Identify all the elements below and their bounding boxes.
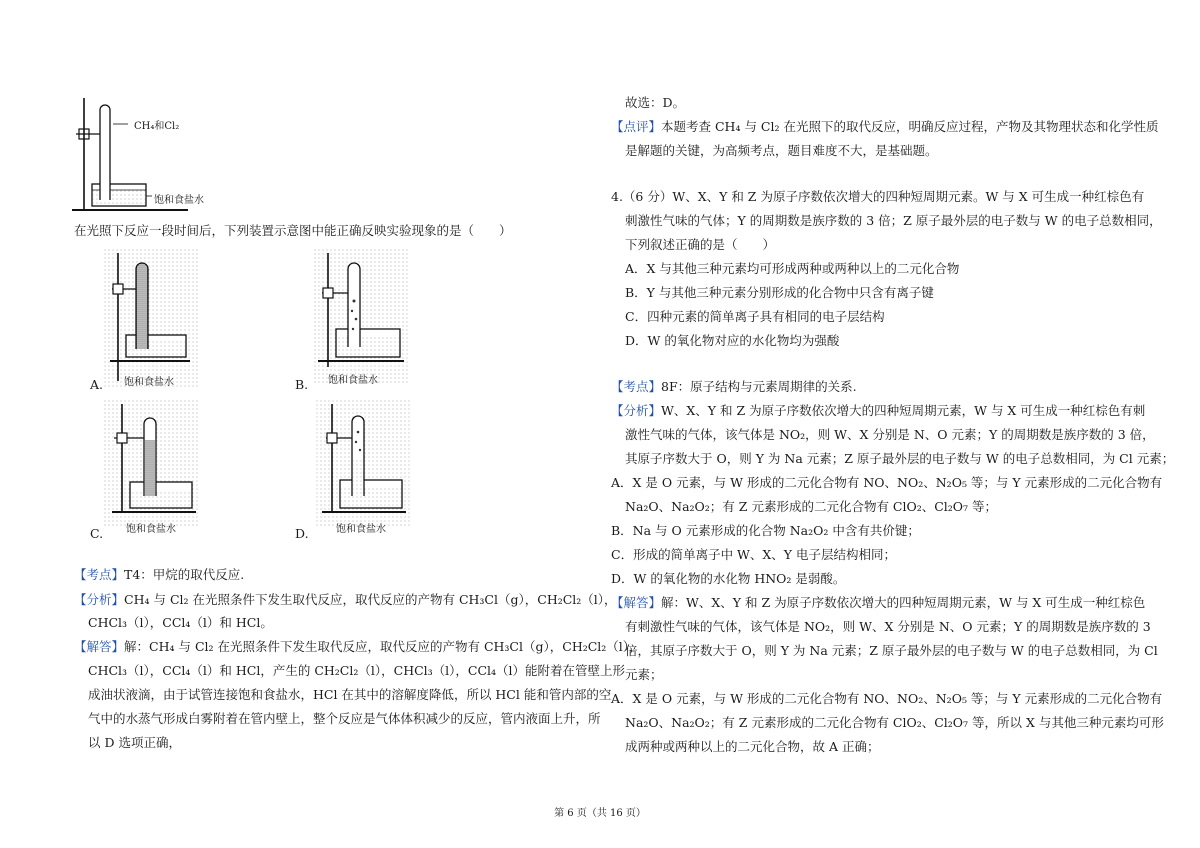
kaodian-text: T4：甲烷的取代反应. xyxy=(124,567,245,582)
apparatus-figure-top xyxy=(68,94,228,216)
final-line-2: Na₂O、Na₂O₂；有 Z 元素形成的二元化合物有 ClO₂、Cl₂O₇ 等，所以 X 与其他三种元素均可形 xyxy=(625,715,1164,730)
q4-option-a: A．X 与其他三种元素均可形成两种或两种以上的二元化合物 xyxy=(625,261,960,276)
kaodian-tag: 【考点】 xyxy=(74,567,125,582)
kaodian-right-tag: 【考点】 xyxy=(611,379,662,394)
jieda-tag: 【解答】 xyxy=(74,639,125,654)
label-saline: 饱和食盐水 xyxy=(154,195,204,206)
final-line-3: 成两种或两种以上的二元化合物，故 A 正确； xyxy=(625,739,880,754)
option-a-caption: 饱和食盐水 xyxy=(124,377,174,388)
analysis-b: B．Na 与 O 元素形成的化合物 Na₂O₂ 中含有共价键； xyxy=(611,523,920,538)
q4-line-2: 刺激性气味的气体；Y 的周期数是族序数的 3 倍；Z 原子最外层的电子数与 W 的电子总数相同， xyxy=(625,213,1162,228)
jieda-right-text: 解：W、X、Y 和 Z 为原子序数依次增大的四种短周期元素，W 与 X 可生成一种红棕色 xyxy=(661,595,1146,610)
dianping-tag: 【点评】 xyxy=(611,119,662,134)
q4-option-d: D．W 的氧化物对应的水化物均为强酸 xyxy=(625,333,840,348)
page-footer: 第 6 页（共 16 页） xyxy=(554,808,646,819)
fenxi-left-line-1 xyxy=(74,592,617,608)
question-stem: 在光照下反应一段时间后，下列装置示意图中能正确反映实验现象的是（ ） xyxy=(74,223,512,238)
kaodian-left xyxy=(74,567,244,583)
fenxi-right-tag: 【分析】 xyxy=(611,403,662,418)
analysis-d: D．W 的氧化物的水化物 HNO₂ 是弱酸。 xyxy=(611,571,846,586)
jieda-left-line-3: 成油状液滴，由于试管连接饱和食盐水，HCl 在其中的溶解度降低，所以 HCl 能和管内部的空 xyxy=(88,687,612,702)
option-a-letter: A. xyxy=(90,377,104,392)
guxuan: 故选：D。 xyxy=(625,95,686,110)
fenxi-text: CH₄ 与 Cl₂ 在光照条件下发生取代反应，取代反应的产物有 CH₃Cl（g），CH₂Cl₂（l）， xyxy=(124,592,617,607)
kaodian-right xyxy=(611,379,857,395)
q4-line-1: 4.（6 分）W、X、Y 和 Z 为原子序数依次增大的四种短周期元素。W 与 X 可生成一种红棕色有 xyxy=(611,189,1145,204)
fenxi-tag: 【分析】 xyxy=(74,592,125,607)
fenxi-left-line-2: CHCl₃（l），CCl₄（l）和 HCl。 xyxy=(88,615,273,630)
jieda-left-line-5: 以 D 选项正确， xyxy=(88,735,181,750)
option-a-figure xyxy=(104,249,200,389)
jieda-text: 解：CH₄ 与 Cl₂ 在光照条件下发生取代反应，取代反应的产物有 CH₃Cl（g），CH₂Cl₂（l）， xyxy=(124,639,642,654)
option-c-letter: C. xyxy=(90,526,104,541)
jieda-right-line-2: 有刺激性气味的气体，该气体是 NO₂，则 W、X 分别是 N、O 元素；Y 的周期数是族序数的 3 xyxy=(625,619,1151,634)
fenxi-right-line-2: 激性气味的气体，该气体是 NO₂，则 W、X 分别是 N、O 元素；Y 的周期数是族序数的 3 倍， xyxy=(625,427,1155,442)
jieda-left-line-4: 气中的水蒸气形成白雾附着在管内壁上，整个反应是气体体积减少的反应，管内液面上升，所 xyxy=(88,711,601,726)
option-d-figure xyxy=(316,400,410,526)
option-c-figure xyxy=(104,400,200,526)
analysis-c: C．形成的简单离子中 W、X、Y 电子层结构相同； xyxy=(611,547,897,562)
jieda-left-line-2: CHCl₃（l），CCl₄（l）和 HCl，产生的 CH₂Cl₂（l），CHCl₃（l），CCl₄（l）能附着在管壁上形 xyxy=(88,663,626,678)
q4-option-c: C．四种元素的简单离子具有相同的电子层结构 xyxy=(625,309,885,324)
jieda-right-line-1 xyxy=(611,595,1145,611)
jieda-right-line-3: 倍，其原子序数大于 O，则 Y 为 Na 元素；Z 原子最外层的电子数与 W 的电子总数相同，为 Cl xyxy=(625,643,1158,658)
analysis-a-1: A．X 是 O 元素，与 W 形成的二元化合物有 NO、NO₂、N₂O₅ 等；与 Y 元素形成的二元化合物有 xyxy=(611,475,1163,490)
dianping-text: 本题考查 CH₄ 与 Cl₂ 在光照下的取代反应，明确反应过程，产物及其物理状态和化学性质 xyxy=(661,119,1159,134)
analysis-a-2: Na₂O、Na₂O₂；有 Z 元素形成的二元化合物有 ClO₂、Cl₂O₇ 等； xyxy=(625,499,998,514)
fenxi-right-line-1 xyxy=(611,403,1145,419)
jieda-right-tag: 【解答】 xyxy=(611,595,662,610)
final-line-1: A．X 是 O 元素，与 W 形成的二元化合物有 NO、NO₂、N₂O₅ 等；与 Y 元素形成的二元化合物有 xyxy=(611,691,1163,706)
option-d-caption: 饱和食盐水 xyxy=(336,524,386,535)
fenxi-right-line-3: 其原子序数大于 O，则 Y 为 Na 元素；Z 原子最外层的电子数与 W 的电子总数相同，为 Cl 元素； xyxy=(625,451,1175,466)
jieda-left-line-1 xyxy=(74,639,642,655)
option-d-letter: D. xyxy=(295,526,309,541)
option-b-figure xyxy=(314,249,408,385)
fenxi-right-text: W、X、Y 和 Z 为原子序数依次增大的四种短周期元素，W 与 X 可生成一种红棕色有刺 xyxy=(661,403,1146,418)
option-b-caption: 饱和食盐水 xyxy=(328,375,378,386)
option-b-letter: B. xyxy=(295,377,309,392)
q4-line-3: 下列叙述正确的是（ ） xyxy=(625,237,776,252)
q4-option-b: B．Y 与其他三种元素分别形成的化合物中只含有离子键 xyxy=(625,285,934,300)
option-c-caption: 饱和食盐水 xyxy=(126,524,176,535)
jieda-right-line-4: 元素； xyxy=(625,667,663,682)
dianping-line-1 xyxy=(611,119,1158,135)
label-gas: CH₄和Cl₂ xyxy=(134,121,180,132)
kaodian-right-text: 8F：原子结构与元素周期律的关系. xyxy=(661,379,857,394)
dianping-line-2: 是解题的关键，为高频考点，题目难度不大，是基础题。 xyxy=(625,143,938,158)
